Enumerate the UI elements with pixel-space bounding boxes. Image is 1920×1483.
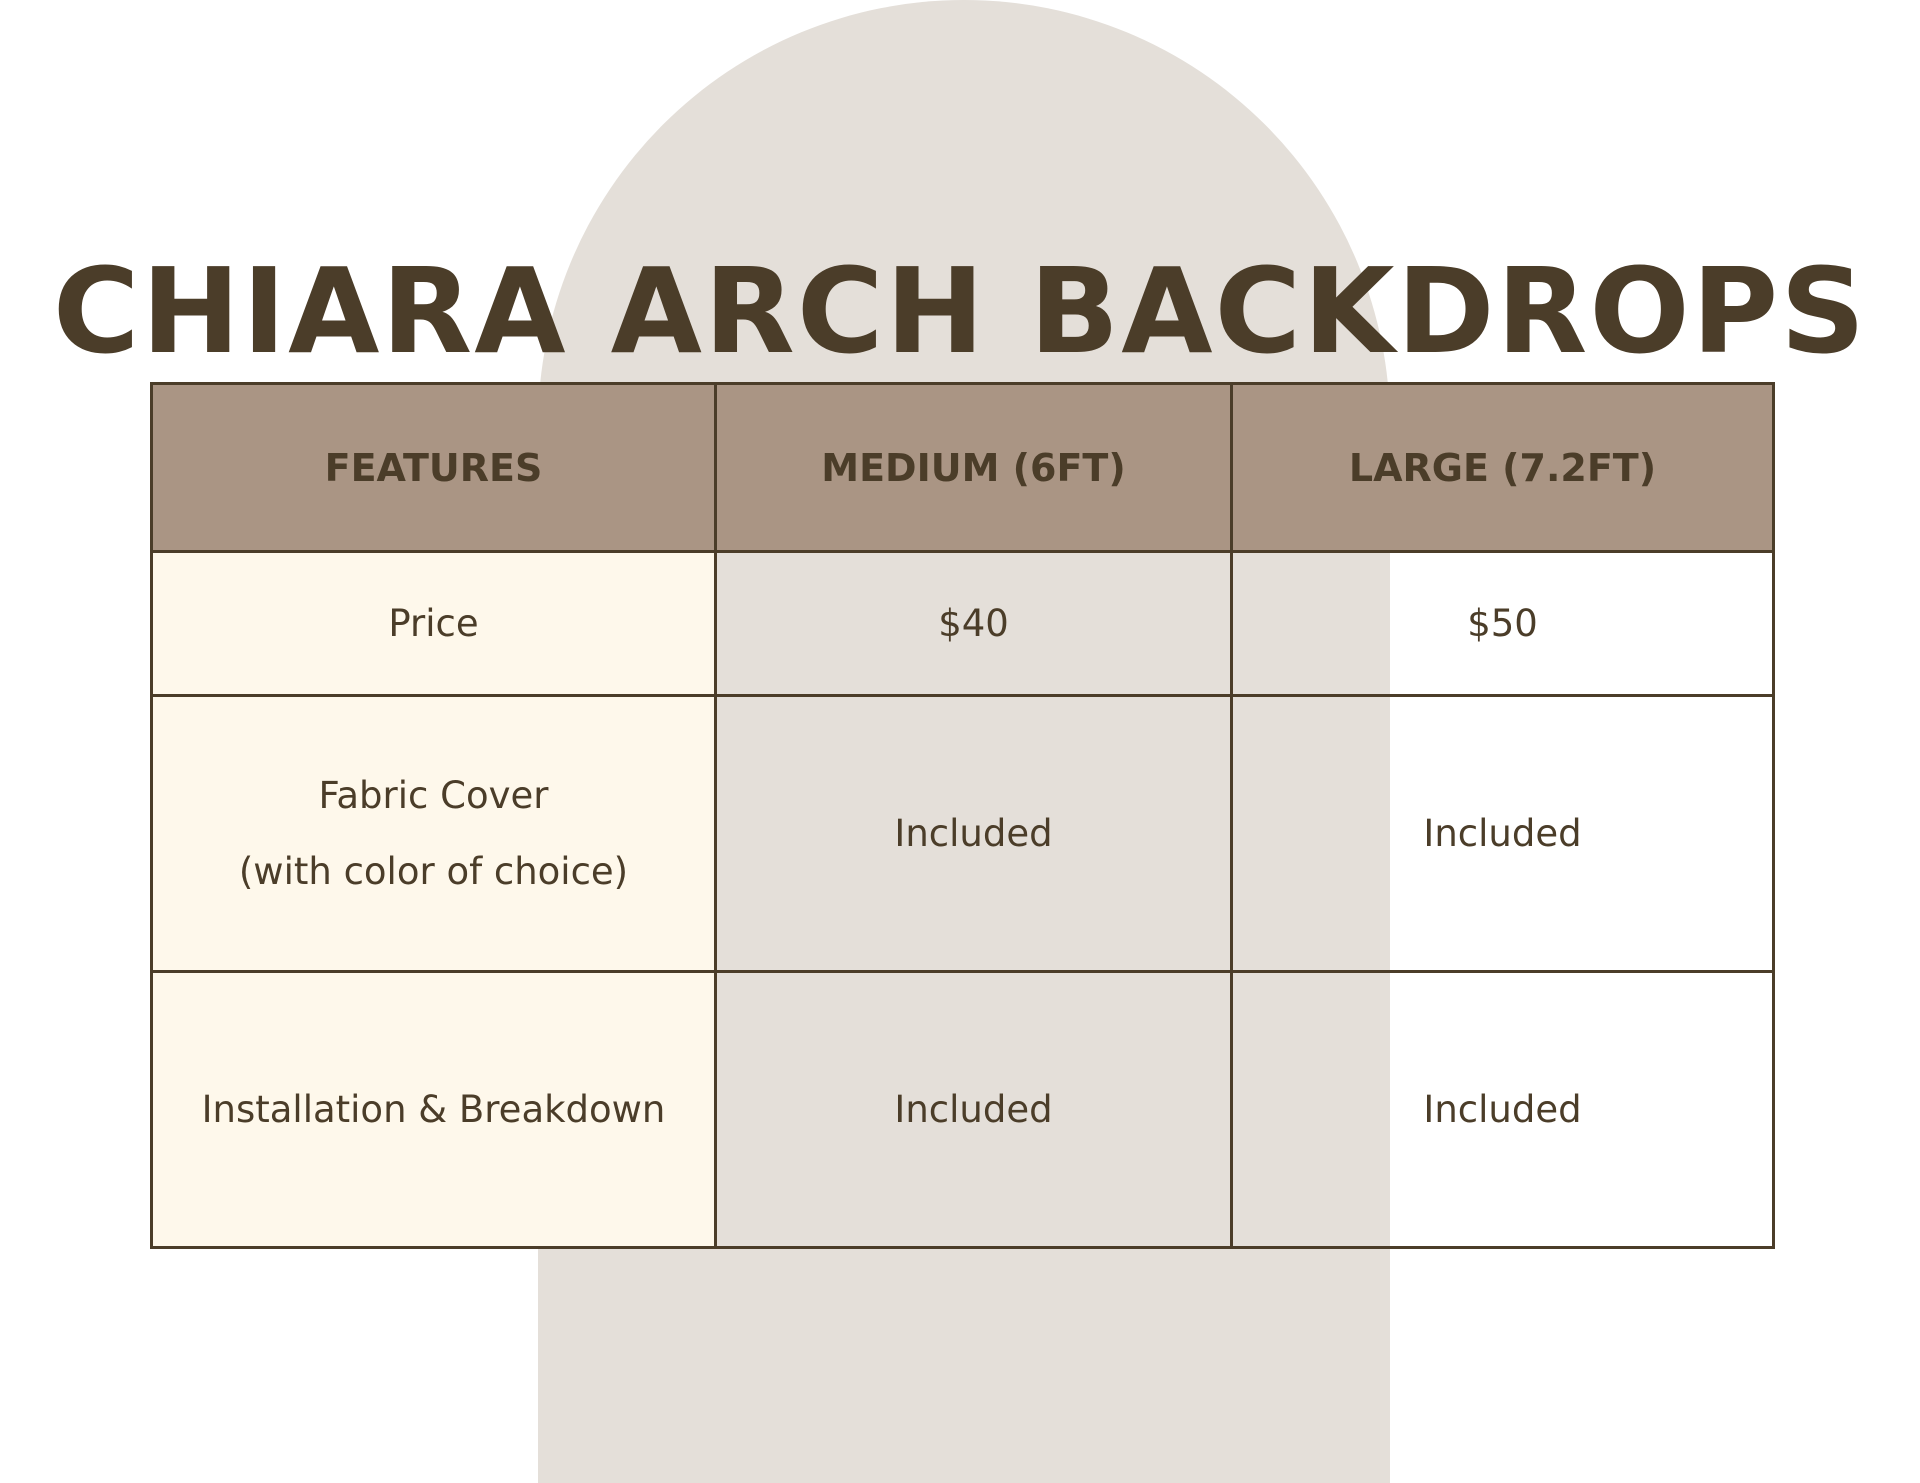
medium-cell: $40 bbox=[716, 552, 1232, 696]
feature-cell bbox=[152, 972, 716, 1248]
header-medium: MEDIUM (6FT) bbox=[716, 384, 1232, 552]
large-cell: $50 bbox=[1232, 552, 1774, 696]
table-row bbox=[152, 696, 1774, 972]
feature-cell bbox=[152, 552, 716, 696]
medium-cell: Included bbox=[716, 696, 1232, 972]
table-row bbox=[152, 552, 1774, 696]
page-title: CHIARA ARCH BACKDROPS bbox=[52, 242, 1868, 380]
header-large: LARGE (7.2FT) bbox=[1232, 384, 1774, 552]
feature-sublabel: (with color of choice) bbox=[238, 849, 629, 893]
table-row bbox=[152, 972, 1774, 1248]
medium-cell: Included bbox=[716, 972, 1232, 1248]
feature-label: Fabric Cover bbox=[318, 773, 549, 817]
feature-label: Installation & Breakdown bbox=[201, 1087, 666, 1131]
pricing-table bbox=[150, 382, 1775, 1249]
table-header-row bbox=[152, 384, 1774, 552]
feature-cell bbox=[152, 696, 716, 972]
large-cell: Included bbox=[1232, 696, 1774, 972]
feature-label: Price bbox=[388, 601, 479, 645]
large-cell: Included bbox=[1232, 972, 1774, 1248]
header-features: FEATURES bbox=[152, 384, 716, 552]
